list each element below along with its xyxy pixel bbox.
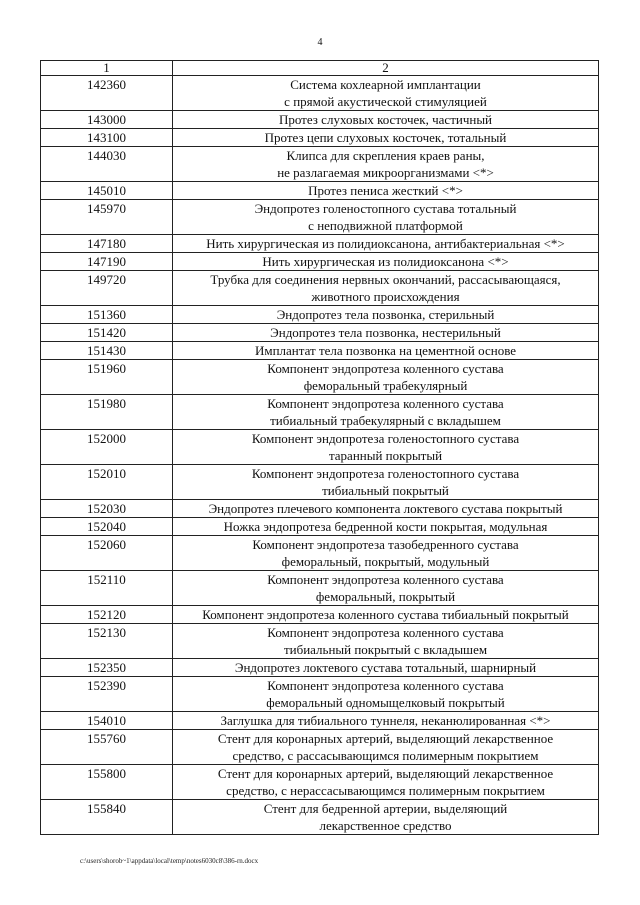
table-row xyxy=(41,360,599,395)
row-code: 144030 xyxy=(41,147,173,182)
table-row xyxy=(41,518,599,536)
row-code: 152040 xyxy=(41,518,173,536)
row-name-line: Нить хирургическая из полидиоксанона, антибактериальная <*> xyxy=(206,236,565,251)
row-name-line: с прямой акустической стимуляцией xyxy=(284,94,487,109)
row-code: 152110 xyxy=(41,571,173,606)
table-row xyxy=(41,536,599,571)
table-row xyxy=(41,324,599,342)
table-row xyxy=(41,76,599,111)
table-row xyxy=(41,182,599,200)
row-name xyxy=(173,536,599,571)
row-name xyxy=(173,111,599,129)
row-name-line: Компонент эндопротеза голеностопного сустава xyxy=(251,431,520,446)
column-header-code: 1 xyxy=(41,61,173,76)
table-row xyxy=(41,800,599,835)
row-name-line: с неподвижной платформой xyxy=(308,218,463,233)
row-name xyxy=(173,624,599,659)
table-row xyxy=(41,730,599,765)
table-row xyxy=(41,465,599,500)
row-name-line: Стент для коронарных артерий, выделяющий лекарственное xyxy=(217,766,554,781)
table-row xyxy=(41,147,599,182)
table-row xyxy=(41,306,599,324)
row-name-line: Заглушка для тибиального туннеля, неканюлированная <*> xyxy=(220,713,551,728)
row-name-line: не разлагаемая микроорганизмами <*> xyxy=(277,165,494,180)
row-name-line: Компонент эндопротеза коленного сустава xyxy=(267,396,504,411)
row-code: 152120 xyxy=(41,606,173,624)
row-name-line: Протез пениса жесткий <*> xyxy=(308,183,463,198)
row-name xyxy=(173,765,599,800)
row-code: 151980 xyxy=(41,395,173,430)
row-name-line: таранный покрытый xyxy=(328,448,443,463)
row-code: 145970 xyxy=(41,200,173,235)
row-name-line: тибиальный трабекулярный с вкладышем xyxy=(270,413,501,428)
table-row xyxy=(41,624,599,659)
row-name-line: животного происхождения xyxy=(311,289,460,304)
row-name-line: Компонент эндопротеза коленного сустава xyxy=(267,625,504,640)
row-name-line: Компонент эндопротеза коленного сустава тибиальный покрытый xyxy=(202,607,569,622)
row-code: 147180 xyxy=(41,235,173,253)
row-code: 149720 xyxy=(41,271,173,306)
row-name-line: лекарственное средство xyxy=(319,818,452,833)
row-name-line: средство, с нерассасывающимся полимерным покрытием xyxy=(226,783,545,798)
table-header-row xyxy=(41,61,599,76)
row-code: 152390 xyxy=(41,677,173,712)
table-body xyxy=(41,76,599,835)
row-name xyxy=(173,235,599,253)
row-code: 142360 xyxy=(41,76,173,111)
row-name xyxy=(173,271,599,306)
row-name xyxy=(173,518,599,536)
row-name-line: Эндопротез голеностопного сустава тотальный xyxy=(254,201,517,216)
table-row xyxy=(41,659,599,677)
row-name-line: феморальный одномыщелковый покрытый xyxy=(266,695,505,710)
row-code: 151960 xyxy=(41,360,173,395)
row-name xyxy=(173,182,599,200)
row-name-line: Компонент эндопротеза тазобедренного сустава xyxy=(252,537,519,552)
row-name xyxy=(173,76,599,111)
row-name-line: феморальный, покрытый, модульный xyxy=(281,554,490,569)
row-name-line: Компонент эндопротеза голеностопного сустава xyxy=(251,466,520,481)
row-name-line: Нить хирургическая из полидиоксанона <*> xyxy=(262,254,509,269)
column-header-name: 2 xyxy=(173,61,599,76)
table-row xyxy=(41,271,599,306)
row-code: 152000 xyxy=(41,430,173,465)
row-name xyxy=(173,395,599,430)
table-row xyxy=(41,129,599,147)
table-row xyxy=(41,571,599,606)
table-row xyxy=(41,235,599,253)
row-code: 155840 xyxy=(41,800,173,835)
row-name xyxy=(173,465,599,500)
row-name-line: средство, с рассасывающимся полимерным покрытием xyxy=(232,748,539,763)
row-name-line: Ножка эндопротеза бедренной кости покрытая, модульная xyxy=(223,519,548,534)
table-row xyxy=(41,342,599,360)
row-name-line: Стент для коронарных артерий, выделяющий лекарственное xyxy=(217,731,554,746)
row-name xyxy=(173,800,599,835)
row-code: 155760 xyxy=(41,730,173,765)
table-row xyxy=(41,430,599,465)
row-name-line: тибиальный покрытый с вкладышем xyxy=(283,642,488,657)
row-name-line: Эндопротез тела позвонка, нестерильный xyxy=(270,325,501,340)
row-name xyxy=(173,200,599,235)
row-name xyxy=(173,342,599,360)
row-name xyxy=(173,129,599,147)
row-name-line: Клипса для скрепления краев раны, xyxy=(286,148,485,163)
row-code: 152130 xyxy=(41,624,173,659)
row-name-line: Эндопротез тела позвонка, стерильный xyxy=(276,307,495,322)
table-row xyxy=(41,677,599,712)
row-name-line: Имплантат тела позвонка на цементной основе xyxy=(254,343,517,358)
row-name xyxy=(173,306,599,324)
row-name-line: Эндопротез локтевого сустава тотальный, шарнирный xyxy=(234,660,537,675)
table-row xyxy=(41,712,599,730)
row-name-line: Компонент эндопротеза коленного сустава xyxy=(267,572,504,587)
row-name xyxy=(173,500,599,518)
table-row xyxy=(41,395,599,430)
row-name xyxy=(173,606,599,624)
row-code: 151420 xyxy=(41,324,173,342)
row-name xyxy=(173,712,599,730)
row-name-line: феморальный, покрытый xyxy=(315,589,456,604)
row-name xyxy=(173,430,599,465)
row-name xyxy=(173,147,599,182)
row-name-line: Трубка для соединения нервных окончаний, рассасывающаяся, xyxy=(210,272,561,287)
row-code: 152030 xyxy=(41,500,173,518)
file-path-footer: c:\users\shorob~1\appdata\local\temp\notes6030c8\386-rn.docx xyxy=(80,857,259,865)
row-name xyxy=(173,253,599,271)
row-code: 154010 xyxy=(41,712,173,730)
row-name-line: Компонент эндопротеза коленного сустава xyxy=(267,678,504,693)
row-code: 151360 xyxy=(41,306,173,324)
row-code: 143000 xyxy=(41,111,173,129)
row-name xyxy=(173,360,599,395)
row-name-line: Система кохлеарной имплантации xyxy=(290,77,481,92)
row-code: 145010 xyxy=(41,182,173,200)
row-code: 152060 xyxy=(41,536,173,571)
row-code: 152350 xyxy=(41,659,173,677)
row-name-line: Эндопротез плечевого компонента локтевого сустава покрытый xyxy=(208,501,563,516)
table-row xyxy=(41,253,599,271)
row-name-line: Стент для бедренной артерии, выделяющий xyxy=(263,801,508,816)
row-name xyxy=(173,324,599,342)
row-code: 152010 xyxy=(41,465,173,500)
device-table xyxy=(40,60,599,835)
row-code: 155800 xyxy=(41,765,173,800)
row-name xyxy=(173,730,599,765)
row-code: 151430 xyxy=(41,342,173,360)
row-name-line: Компонент эндопротеза коленного сустава xyxy=(267,361,504,376)
table-row xyxy=(41,200,599,235)
table-row xyxy=(41,111,599,129)
table-row xyxy=(41,606,599,624)
row-name-line: феморальный трабекулярный xyxy=(303,378,468,393)
table-row xyxy=(41,500,599,518)
row-name xyxy=(173,659,599,677)
page-number: 4 xyxy=(317,37,323,48)
row-name-line: Протез слуховых косточек, частичный xyxy=(278,112,493,127)
row-name xyxy=(173,571,599,606)
row-name-line: тибиальный покрытый xyxy=(322,483,449,498)
row-name xyxy=(173,677,599,712)
table-row xyxy=(41,765,599,800)
row-code: 147190 xyxy=(41,253,173,271)
row-code: 143100 xyxy=(41,129,173,147)
row-name-line: Протез цепи слуховых косточек, тотальный xyxy=(264,130,507,145)
